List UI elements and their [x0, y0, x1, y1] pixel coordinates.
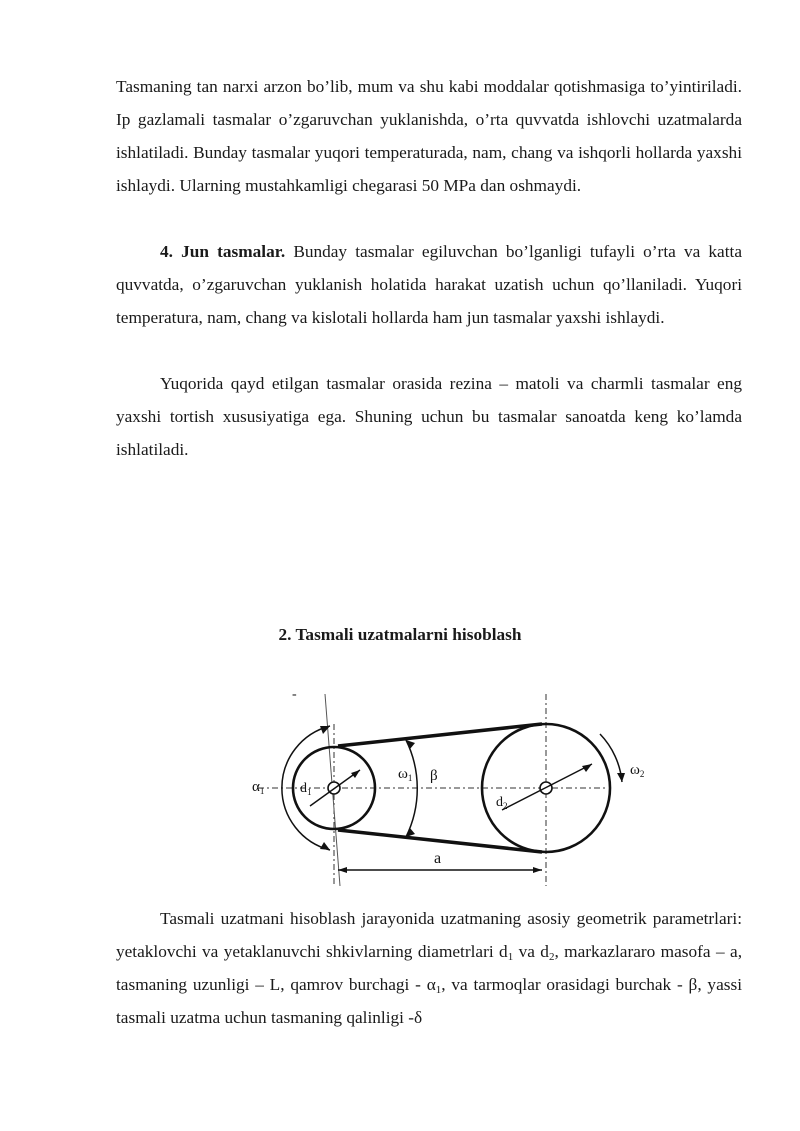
paragraph-conclusion: Yuqorida qayd etilgan tasmalar orasida rezina – matoli va charmli tasmalar eng yaxshi tortish xususiyatiga ega. Shuning uchun bu tasmalar sanoatda keng ko’lamda ishlatiladi. — [116, 374, 742, 459]
belt-drive-diagram — [248, 682, 668, 892]
beta-label: β — [430, 768, 438, 784]
paragraph-calculation-parameters: Tasmali uzatmani hisoblash jarayonida uzatmaning asosiy geometrik parametrlari: yetaklovchi va yetaklanuvchi shkivlarning diametrlari $d_1$ va $d_2$, markazlararo masofa – a, tasmaning uzunligi – L, qamrov burchagi - $\alpha_1$, va tarmoqlar orasidagi burchak - β, yassi tasmali uzatma uchun tasmaning qalinligi -δ — [116, 909, 743, 1027]
wool-belts-body: Bunday tasmalar egiluvchan bo’lganligi tufayli o’rta va katta quvvatda, o’zgaruvchan yuklanish holatida harakat uzatish uchun qo’llaniladi. Yuqori temperatura, nam, chang va kislotali hollarda ham jun tasmalar yaxshi ishlaydi. — [116, 242, 743, 327]
d2-dimension-line — [502, 764, 592, 810]
wrap-angle-arrowhead-bottom — [320, 842, 330, 850]
paragraph-cotton-belts: Tasmaning tan narxi arzon bo’lib, mum va shu kabi moddalar qotishmasiga to’yintiriladi. Ip gazlamali tasmalar o’zgaruvchan yuklanishda, o’rta quvvatda ishlovchi uzatmalarda ishlatiladi. Bunday tasmalar yuqori temperaturada, nam, chang va ishqorli hollarda yaxshi ishlaydi. Ularning mustahkamligi chegarasi 50 MPa dan oshmaydi. — [116, 77, 742, 195]
omega2-label: $\omega_2$ — [630, 762, 645, 779]
center-distance-label: a — [434, 850, 442, 867]
d1-label: $d_1$ — [300, 781, 312, 797]
figure-dash-mark: - — [292, 687, 297, 702]
alpha1-label: $\alpha_1$ — [252, 779, 265, 796]
section-title: 2. Tasmali uzatmalarni hisoblash — [278, 625, 522, 644]
d1-arrowhead — [351, 770, 360, 778]
rotation-arrowhead-omega2 — [617, 773, 625, 782]
wool-belts-heading: 4. Jun tasmalar. — [160, 242, 286, 261]
d2-arrowhead — [582, 764, 592, 772]
d2-label: $d_2$ — [496, 795, 508, 811]
paragraph-wool-belts — [116, 235, 742, 334]
center-distance-arrow-right — [533, 867, 542, 873]
omega1-label: $\omega_1$ — [398, 766, 413, 783]
